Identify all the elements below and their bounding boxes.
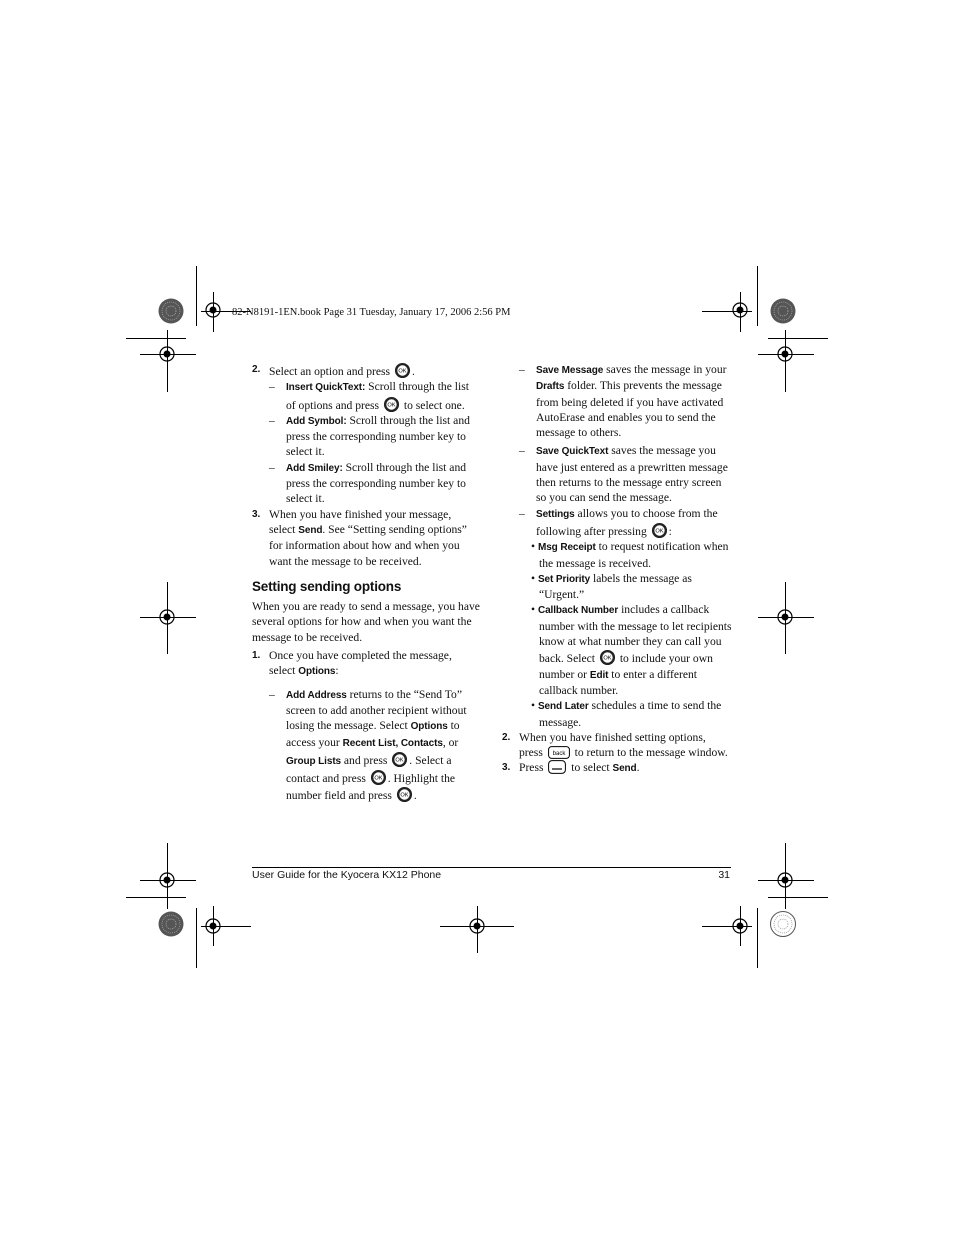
add-symbol-item: – Add Symbol: Scroll through the list and press the corresponding number key to select it. xyxy=(269,413,470,459)
term-edit: Edit xyxy=(589,669,609,681)
registration-mark-icon xyxy=(155,868,179,892)
registration-mark-icon xyxy=(773,342,797,366)
starburst-target-icon xyxy=(158,911,184,937)
footer-rule xyxy=(252,867,731,868)
term-add-smiley: Add Smiley: xyxy=(286,462,343,474)
ok-key-icon xyxy=(383,396,400,413)
section-heading: Setting sending options xyxy=(252,578,402,594)
registration-mark-icon xyxy=(728,914,752,938)
term-options: Options xyxy=(410,721,448,733)
save-quicktext-item: – Save QuickText saves the message you have just entered as a prewritten message then returns to the message entry screen so you can send the message. xyxy=(519,444,728,505)
registration-mark-icon xyxy=(201,914,225,938)
term-recent-contacts: Recent List, Contacts xyxy=(342,737,443,749)
term-callback-number: Callback Number xyxy=(537,605,619,617)
term-settings: Settings xyxy=(536,508,575,520)
registration-mark-icon xyxy=(465,914,489,938)
term-add-symbol: Add Symbol: xyxy=(286,415,347,427)
ok-key-icon xyxy=(396,786,413,803)
book-header: 82-N8191-1EN.book Page 31 Tuesday, January 17, 2006 2:56 PM xyxy=(232,307,511,318)
ok-key-icon xyxy=(394,362,411,379)
term-drafts: Drafts xyxy=(536,381,565,393)
send-later-item: • Send Later schedules a time to send the message. xyxy=(531,699,722,729)
registration-mark-icon xyxy=(773,868,797,892)
starburst-target-icon xyxy=(770,298,796,324)
svg-text:OK: OK xyxy=(655,528,664,535)
registration-mark-icon xyxy=(201,298,225,322)
step-number: 2. xyxy=(252,364,261,375)
term-save-quicktext: Save QuickText xyxy=(536,446,609,458)
step-number: 2. xyxy=(502,731,511,743)
svg-text:OK: OK xyxy=(387,402,396,409)
registration-mark-icon xyxy=(728,298,752,322)
page-number: 31 xyxy=(718,869,730,881)
starburst-target-icon xyxy=(770,911,796,937)
settings-item: – Settings allows you to choose from the following after pressing OK : xyxy=(519,506,718,538)
registration-mark-icon xyxy=(773,605,797,629)
ok-key-icon xyxy=(599,649,616,666)
svg-text:OK: OK xyxy=(395,757,404,764)
left-soft-key-icon xyxy=(548,760,566,774)
term-send: Send xyxy=(298,524,323,536)
ok-key-icon xyxy=(391,751,408,768)
term-insert-quicktext: Insert QuickText: xyxy=(286,382,366,394)
svg-text:OK: OK xyxy=(374,775,383,782)
svg-text:OK: OK xyxy=(400,793,409,800)
ok-key-icon xyxy=(370,769,387,786)
insert-quicktext-item: – Insert QuickText: Scroll through the list of options and press OK to select one. xyxy=(269,380,469,412)
term-group-lists: Group Lists xyxy=(286,755,342,767)
svg-text:OK: OK xyxy=(398,368,407,375)
save-message-item: – Save Message saves the message in your Drafts folder. This prevents the message from being deleted if you have activated AutoErase and enables you to send the message to others. xyxy=(519,363,727,440)
registration-mark-icon xyxy=(155,605,179,629)
intro-paragraph: When you are ready to send a message, you have several options for how and when you want the message to be received. xyxy=(252,600,480,644)
registration-mark-icon xyxy=(155,342,179,366)
set-priority-item: • Set Priority labels the message as “Urgent.” xyxy=(531,571,692,602)
step-number: 1. xyxy=(252,650,261,662)
term-save-message: Save Message xyxy=(536,365,604,376)
step-number: 3. xyxy=(252,508,261,520)
left-column xyxy=(252,362,480,804)
term-msg-receipt: Msg Receipt xyxy=(537,542,596,554)
add-address-item: – Add Address returns to the “Send To” screen to add another recipient without losing the message. Select Options to access your Recent List, Contacts, or Group Lists and press OK . Select a contact and press OK . Highlight the number field and press OK . xyxy=(269,687,467,803)
term-add-address: Add Address xyxy=(286,689,347,701)
back-key-icon xyxy=(548,746,570,759)
step-1: 1. Once you have completed the message, select Options: xyxy=(252,649,452,678)
step-text: Select an option and press xyxy=(269,365,391,378)
msg-receipt-item: • Msg Receipt to request notification when the message is received. xyxy=(531,540,729,570)
step-3: 3. When you have finished your message, select Send. See “Setting sending options” for information about how and when you want the message to be received. xyxy=(252,507,467,568)
callback-number-item: • Callback Number includes a callback number with the message to let recipients know at what number they can call you back. Select OK to include your own number or Edit to enter a different callback number. xyxy=(531,603,732,697)
ok-key-icon xyxy=(651,522,668,539)
starburst-target-icon xyxy=(158,298,184,324)
svg-text:back: back xyxy=(552,751,566,758)
term-set-priority: Set Priority xyxy=(537,573,591,585)
step-2: 2. Select an option and press OK . xyxy=(252,364,415,378)
footer-title: User Guide for the Kyocera KX12 Phone xyxy=(252,869,442,881)
add-smiley-item: – Add Smiley: Scroll through the list and press the corresponding number key to select it. xyxy=(269,460,467,506)
step-3-right: 3. Press to select Send. xyxy=(502,761,640,775)
term-send: Send xyxy=(612,763,637,775)
term-send-later: Send Later xyxy=(537,701,589,713)
step-2-right: 2. When you have finished setting options, press back to return to the message window. xyxy=(502,730,728,760)
svg-text:OK: OK xyxy=(603,656,612,663)
step-number: 3. xyxy=(502,762,511,774)
term-options: Options xyxy=(298,666,336,678)
right-column xyxy=(502,362,732,777)
